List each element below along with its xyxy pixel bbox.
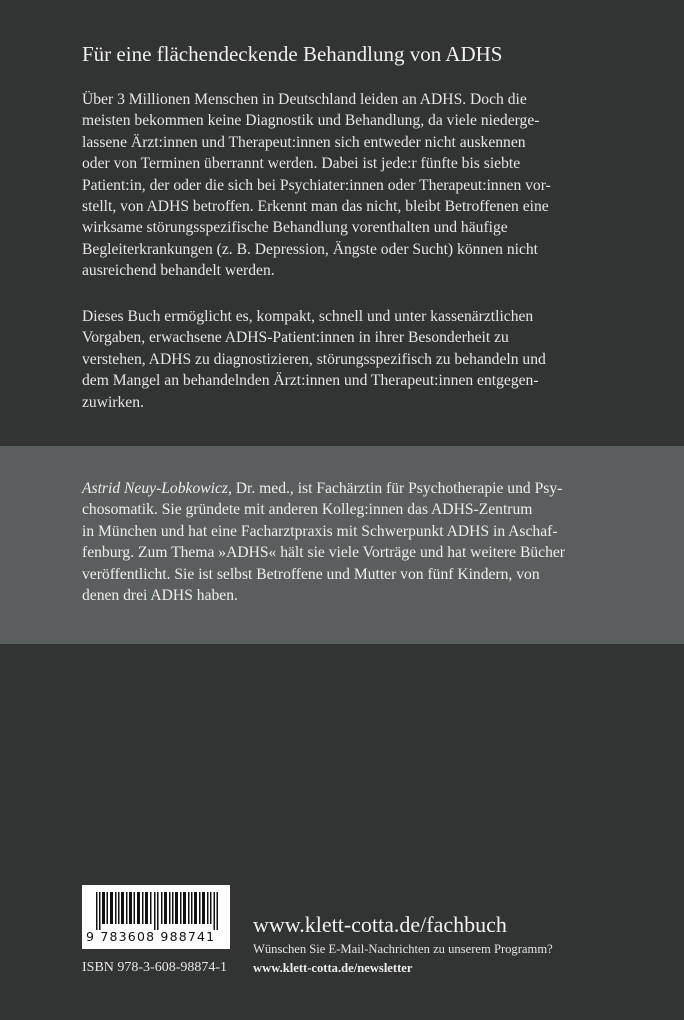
blurb-paragraph-2 [82,306,546,413]
barcode-bars-icon [96,892,218,930]
author-name: Astrid Neuy-Lobkowicz, [82,480,232,497]
blurb-title: Für eine flächendeckende Behandlung von ADHS [82,42,503,66]
text-line: veröffentlicht. Sie ist selbst Betroffene und Mutter von fünf Kindern, von [82,565,540,583]
text-line [82,478,565,499]
text-line: Dieses Buch ermöglicht es, kompakt, schnell und unter kassenärztlichen [82,308,534,325]
text-line: dem Mangel an behandelnden Ärzt:innen und Therapeut:innen entgegen- [82,372,539,390]
text-line: verstehen, ADHS zu diagnostizieren, störungsspezifisch zu behandeln und [82,350,546,368]
text-fragment: Dr. med., ist Fachärztin für Psychotherapie und Psy- [231,480,563,497]
newsletter-question: Wünschen Sie E-Mail-Nachrichten zu unserem Programm? [253,942,553,956]
text-line: Patient:in, der oder die sich bei Psychiater:innen oder Therapeut:innen vor- [82,176,551,194]
text-line: Vorgaben, erwachsene ADHS-Patient:innen in ihrer Besonderheit zu [82,329,509,347]
isbn: ISBN 978-3-608-98874-1 [82,960,228,975]
text-line: Über 3 Millionen Menschen in Deutschland leiden an ADHS. Doch die [82,91,527,108]
text-line: fenburg. Zum Thema »ADHS« hält sie viele Vorträge und hat weitere Bücher [82,544,565,562]
website-link[interactable]: www.klett-cotta.de/fachbuch [253,912,507,937]
barcode-digits: 9 783608 988741 [86,929,216,944]
text-line: zuwirken. [82,393,144,411]
text-line: chosomatik. Sie gründete mit anderen Kolleg:innen das ADHS-Zentrum [82,501,533,519]
text-line: lassene Ärzt:innen und Therapeut:innen sich entweder nicht auskennen [82,133,526,151]
author-bio [82,478,565,606]
blurb-paragraph-1 [82,89,551,282]
newsletter-link[interactable]: www.klett-cotta.de/newsletter [253,961,413,975]
text-line: Begleiterkrankungen (z. B. Depression, Ängste oder Sucht) können nicht [82,240,539,258]
text-line: denen drei ADHS haben. [82,587,238,605]
text-line: oder von Terminen überrannt werden. Dabei ist jede:r fünfte bis siebte [82,155,521,173]
barcode [82,885,230,949]
text-line: wirksame störungsspezifische Behandlung vorenthalten und häufige [82,219,508,237]
text-line: in München und hat eine Facharztpraxis mit Schwerpunkt ADHS in Aschaf- [82,522,558,540]
text-line: stellt, von ADHS betroffen. Erkennt man das nicht, bleibt Betroffenen eine [82,198,549,216]
text-line: ausreichend behandelt werden. [82,262,275,280]
text-line: meisten bekommen keine Diagnostik und Behandlung, da viele niederge- [82,112,540,130]
